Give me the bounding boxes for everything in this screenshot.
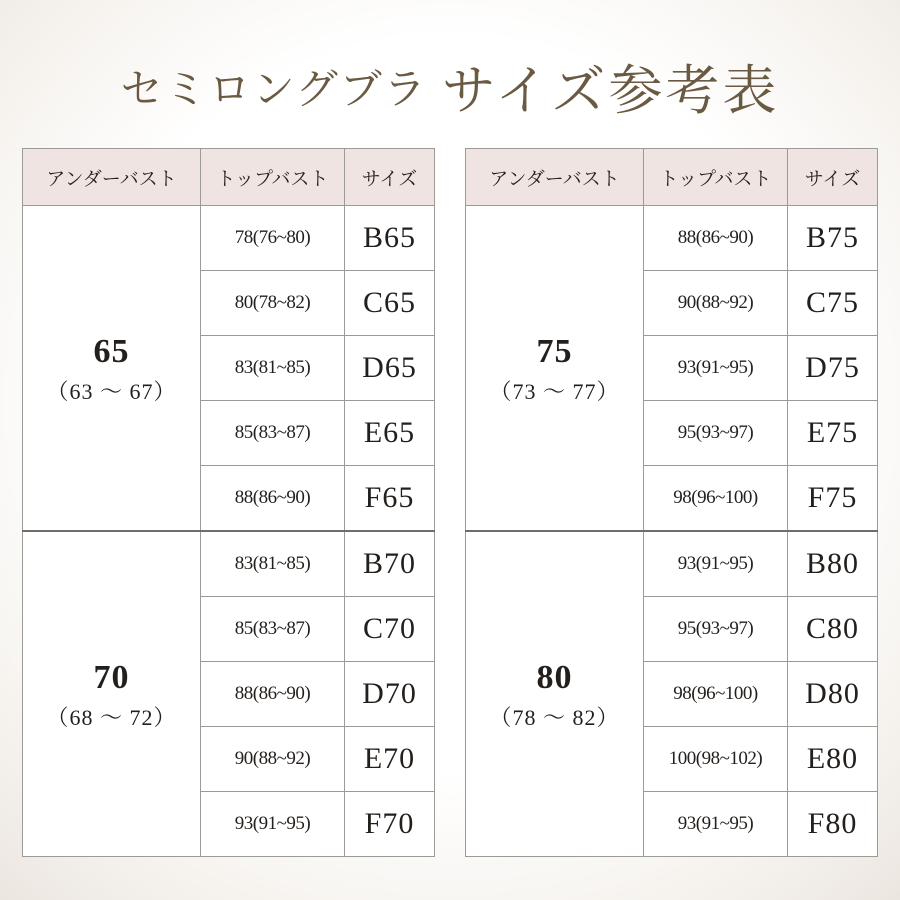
under-bust-number: 80 bbox=[536, 659, 573, 696]
top-bust-value: 90(88~92) bbox=[644, 271, 788, 336]
header-under-bust: アンダーバスト bbox=[23, 149, 201, 206]
top-bust-value: 88(86~90) bbox=[644, 206, 788, 271]
top-bust-value: 83(81~85) bbox=[201, 531, 345, 597]
size-value: B65 bbox=[345, 206, 435, 271]
top-bust-value: 93(91~95) bbox=[644, 792, 788, 857]
top-bust-value: 88(86~90) bbox=[201, 466, 345, 532]
under-bust-group-cell bbox=[23, 206, 201, 532]
under-bust-number: 70 bbox=[93, 659, 130, 696]
size-value: D70 bbox=[345, 662, 435, 727]
under-bust-group-cell bbox=[23, 531, 201, 857]
top-bust-value: 85(83~87) bbox=[201, 597, 345, 662]
header-top-bust: トップバスト bbox=[644, 149, 788, 206]
table-header-row bbox=[23, 149, 435, 206]
top-bust-value: 78(76~80) bbox=[201, 206, 345, 271]
under-bust-number: 65 bbox=[93, 333, 130, 370]
size-value: C70 bbox=[345, 597, 435, 662]
header-size: サイズ bbox=[345, 149, 435, 206]
size-value: D75 bbox=[788, 336, 878, 401]
table-row bbox=[466, 531, 878, 597]
size-value: B70 bbox=[345, 531, 435, 597]
size-value: F65 bbox=[345, 466, 435, 532]
under-bust-range: （68 ～ 72） bbox=[46, 704, 177, 730]
table-row bbox=[23, 206, 435, 271]
top-bust-value: 93(91~95) bbox=[644, 336, 788, 401]
size-value: C65 bbox=[345, 271, 435, 336]
top-bust-value: 98(96~100) bbox=[644, 466, 788, 532]
header-top-bust: トップバスト bbox=[201, 149, 345, 206]
top-bust-value: 80(78~82) bbox=[201, 271, 345, 336]
page-title bbox=[0, 48, 900, 125]
top-bust-value: 95(93~97) bbox=[644, 401, 788, 466]
top-bust-value: 90(88~92) bbox=[201, 727, 345, 792]
size-tables-container bbox=[22, 148, 878, 857]
title-chart-name: サイズ参考表 bbox=[441, 61, 780, 121]
size-value: B75 bbox=[788, 206, 878, 271]
header-size: サイズ bbox=[788, 149, 878, 206]
size-table-right bbox=[465, 148, 878, 857]
size-value: D65 bbox=[345, 336, 435, 401]
size-value: E75 bbox=[788, 401, 878, 466]
under-bust-range: （73 ～ 77） bbox=[489, 378, 620, 404]
table-row bbox=[23, 531, 435, 597]
size-value: E65 bbox=[345, 401, 435, 466]
top-bust-value: 88(86~90) bbox=[201, 662, 345, 727]
size-value: F75 bbox=[788, 466, 878, 532]
under-bust-group-cell bbox=[466, 531, 644, 857]
top-bust-value: 93(91~95) bbox=[201, 792, 345, 857]
under-bust-range: （78 ～ 82） bbox=[489, 704, 620, 730]
size-value: E70 bbox=[345, 727, 435, 792]
under-bust-group-cell bbox=[466, 206, 644, 532]
top-bust-value: 95(93~97) bbox=[644, 597, 788, 662]
under-bust-range: （63 ～ 67） bbox=[46, 378, 177, 404]
table-header-row bbox=[466, 149, 878, 206]
under-bust-number: 75 bbox=[536, 333, 573, 370]
header-under-bust: アンダーバスト bbox=[466, 149, 644, 206]
top-bust-value: 100(98~102) bbox=[644, 727, 788, 792]
top-bust-value: 93(91~95) bbox=[644, 531, 788, 597]
top-bust-value: 83(81~85) bbox=[201, 336, 345, 401]
size-value: E80 bbox=[788, 727, 878, 792]
size-value: C75 bbox=[788, 271, 878, 336]
top-bust-value: 98(96~100) bbox=[644, 662, 788, 727]
size-value: B80 bbox=[788, 531, 878, 597]
top-bust-value: 85(83~87) bbox=[201, 401, 345, 466]
size-value: F70 bbox=[345, 792, 435, 857]
size-value: D80 bbox=[788, 662, 878, 727]
size-value: F80 bbox=[788, 792, 878, 857]
table-row bbox=[466, 206, 878, 271]
size-value: C80 bbox=[788, 597, 878, 662]
title-product-name: セミロングブラ bbox=[120, 67, 428, 114]
size-table-left bbox=[22, 148, 435, 857]
